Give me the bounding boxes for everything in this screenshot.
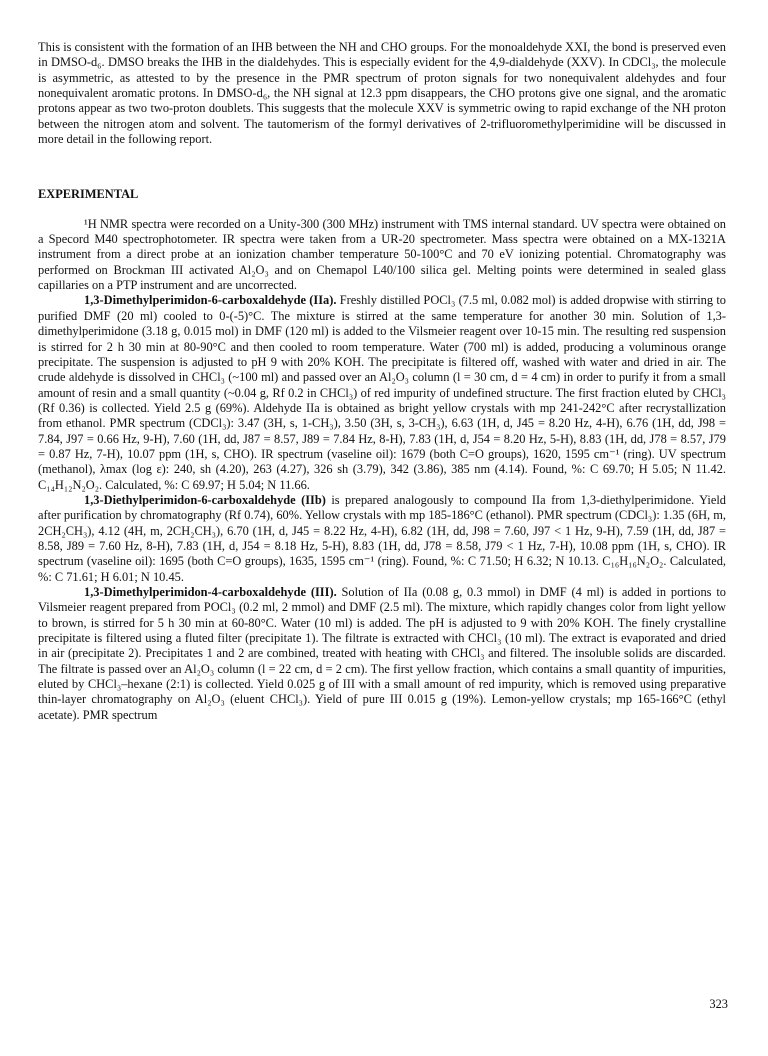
page-number: 323 xyxy=(709,997,728,1011)
intro-paragraph: This is consistent with the formation of an IHB between the NH and CHO groups. For the monoaldehyde XXI, the bond is preserved even in DMSO-d₆. DMSO breaks the IHB in the dialdehydes. This is especially evident for the 4,9-dialdehyde (XXV). In CDCl₃, the molecule is asymmetric, as attested to by the presence in the PMR spectrum of proton signals for two nonequivalent aldehydes and four nonequivalent aromatic protons. In DMSO-d₆, the NH signal at 12.3 ppm disappears, the CHO protons give one signal, and the aromatic protons appear as two two-proton doublets. This suggests that the molecule XXV is symmetric owing to rapid exchange of the NH proton between the nitrogen atom and solvent. The tautomerism of the formyl derivatives of 2-trifluoromethylperimidine will be discussed in more detail in the following report. xyxy=(38,40,726,147)
compound-iia-paragraph xyxy=(38,293,726,492)
compound-iia-title: 1,3-Dimethylperimidon-6-carboxaldehyde (IIa). xyxy=(84,293,337,308)
section-heading: EXPERIMENTAL xyxy=(38,187,139,202)
compound-iib-body: is prepared analogously to compound IIa from 1,3-diethylperimidone. Yield after purification by chromatography (Rf 0.74), 60%. Yellow crystals with mp 185-186°C (ethanol). PMR spectrum (CDCl₃): 1.35 (6H, m, 2CH₂CH₃), 4.12 (4H, m, 2CH₂CH₃), 6.70 (1H, d, J45 = 8.22 Hz, 4-H), 6.82 (1H, dd, J98 = 7.60, J97 < 1 Hz, 9-H), 7.59 (1H, dd, J87 = 8.58, J89 = 7.60 Hz, 8-H), 7.83 (1H, d, J54 = 8.18 Hz, 5-H), 8.83 (1H, dd, J78 = 8.58, J79 < 1 Hz, 7-H), 10.08 ppm (1H, s, CHO). IR spectrum (vaseline oil): 1695 (both C=O groups), 1635, 1595 cm⁻¹ (ring). Found, %: C 71.50; H 6.32; N 10.13. C₁₆H₁₆N₂O₂. Calculated, %: C 71.61; H 6.01; N 10.45. xyxy=(38,492,726,584)
compound-iib-paragraph xyxy=(38,493,726,585)
compound-iii-title: 1,3-Dimethylperimidon-4-carboxaldehyde (III). xyxy=(84,585,337,599)
compound-iii-body: Solution of IIa (0.08 g, 0.3 mmol) in DMF (4 ml) is added in portions to Vilsmeier reagent prepared from POCl₃ (0.2 ml, 2 mmol) and DMF (2.5 ml). The mixture, which rapidly changes color from light yellow to brown, is stirred for 5 h 30 min at 60-80°C. Water (10 ml) is added. The pH is adjusted to 9 with 20% KOH. The finely crystalline precipitate is filtered using a fluted filter (precipitate 1). The filtrate is extracted with CHCl₃ (10 ml). The extract is evaporated and dried in air (precipitate 2). Precipitates 1 and 2 are combined, treated with heating with CHCl₃ and filtered. The insoluble solids are discarded. The filtrate is passed over an Al₂O₃ column (l = 22 cm, d = 2 cm). The first yellow fraction, which contains a small quantity of impurities, eluted by CHCl₃–hexane (2:1) is collected. Yield 0.025 g of III with a small amount of red impurity, which is removed using preparative thin-layer chromatography on Al₂O₃ (eluent CHCl₃). Yield of pure III 0.015 g (19%). Lemon-yellow crystals; mp 165-166°C (ethyl acetate). PMR spectrum xyxy=(38,585,726,722)
compound-iib-title: 1,3-Diethylperimidon-6-carboxaldehyde (IIb) xyxy=(84,492,326,507)
methods-paragraph: ¹H NMR spectra were recorded on a Unity-300 (300 MHz) instrument with TMS internal standard. UV spectra were obtained on a Specord M40 spectrophotometer. IR spectra were taken from a UR-20 spectrometer. Mass spectra were obtained on a MX-1321A instrument from a direct probe at an ionization chamber temperature 50-100°C and 70 eV ionizing potential. Chromatography was performed on Brockman III activated Al₂O₃ and on Chemapol L40/100 silica gel. Melting points were determined in sealed glass capillaries on a PTP instrument and are uncorrected. xyxy=(38,216,726,293)
heading-spacer xyxy=(38,203,726,217)
section-spacer xyxy=(38,147,726,187)
compound-iii-paragraph xyxy=(38,585,726,723)
paper-page xyxy=(38,40,726,723)
compound-iia-body: Freshly distilled POCl₃ (7.5 ml, 0.082 mol) is added dropwise with stirring to purified DMF (20 ml) cooled to 0-(-5)°C. The mixture is stirred at the same temperature for another 30 min. Solution of 1,3-dimethylperimidone (3.18 g, 0.015 mol) in DMF (120 ml) is added to the Vilsmeier reagent over 10-15 min. The resulting red suspension is stirred for 2 h 30 min at 80-90°C and then cooled to room temperature. Water (700 ml) is added, producing a voluminous orange precipitate. The suspension is adjusted to pH 9 with 20% KOH. The precipitate is filtered off, washed with water and dried in air. The crude aldehyde is dissolved in CHCl₃ (~100 ml) and passed over an Al₂O₃ column (l = 30 cm, d = 4 cm) in order to purify it from a small amount of resin and a small quantity (~0.04 g, Rf 0.2 in CHCl₃) of red impurity of undefined structure. The first fraction eluted by CHCl₃ (Rf 0.36) is collected. Yield 2.5 g (69%). Aldehyde IIa is obtained as bright yellow crystals with mp 241-242°C after recrystallization from ethanol. PMR spectrum (CDCl₃): 3.47 (3H, s, 1-CH₃), 3.50 (3H, s, 3-CH₃), 6.63 (1H, d, J45 = 8.20 Hz, 4-H), 6.76 (1H, dd, J98 = 7.84, J97 = 0.66 Hz, 9-H), 7.60 (1H, dd, J87 = 8.57, J89 = 7.84 Hz, 8-H), 7.83 (1H, d, J54 = 8.20 Hz, 5-H), 8.83 (1H, dd, J78 = 8.57, J79 = 0.87 Hz, 7-H), 10.07 ppm (1H, s, CHO). IR spectrum (vaseline oil): 1679 (both C=O groups), 1620, 1595 cm⁻¹ (ring). UV spectrum (methanol), λmax (log ε): 240, sh (4.20), 263 (4.27), 326 sh (3.79), 342 (3.86), 385 nm (4.14). Found, %: C 69.70; H 5.05; N 11.42. C₁₄H₁₂N₂O₂. Calculated, %: C 69.97; H 5.04; N 11.66. xyxy=(38,293,726,492)
